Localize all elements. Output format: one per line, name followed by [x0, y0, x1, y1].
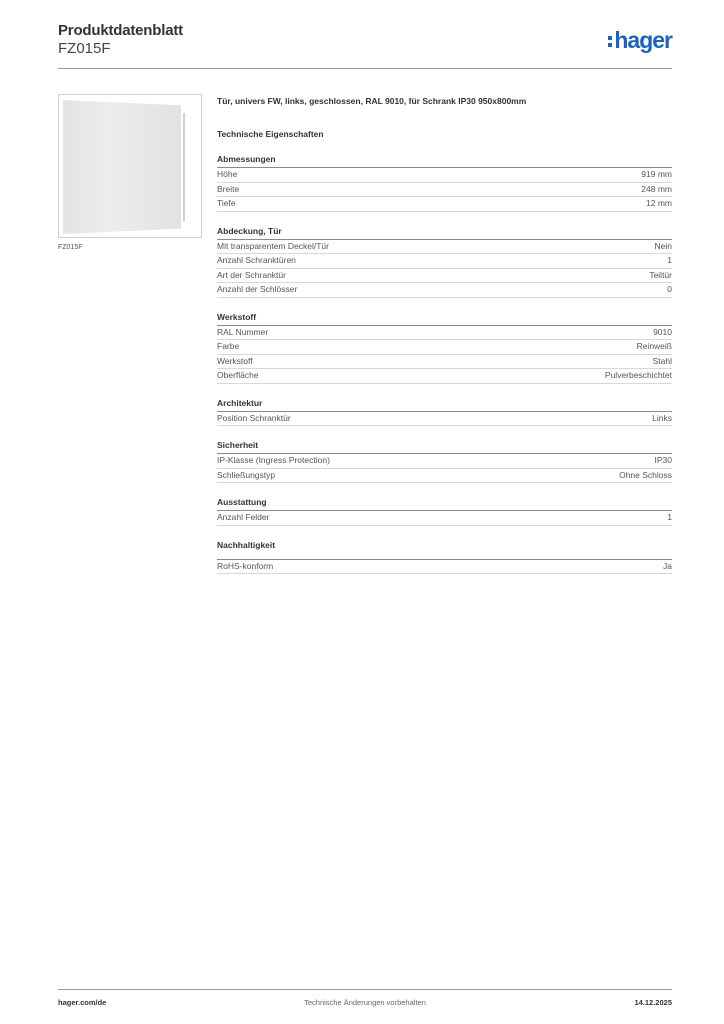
group-title: Abmessungen	[217, 154, 672, 168]
property-group	[217, 398, 672, 427]
group-title: Ausstattung	[217, 497, 672, 511]
product-image	[58, 94, 202, 238]
property-group	[217, 440, 672, 483]
footer-date: 14.12.2025	[634, 998, 672, 1007]
property-value: Pulverbeschichtet	[604, 370, 672, 380]
property-value: Teiltür	[649, 269, 672, 280]
property-label: Anzahl Schranktüren	[217, 255, 296, 265]
property-row	[217, 326, 672, 341]
document-title: Produktdatenblatt	[58, 22, 183, 39]
property-row	[217, 469, 672, 484]
property-label: Schließungstyp	[217, 469, 276, 480]
property-value: 0	[667, 284, 672, 294]
image-caption: FZ015F	[58, 244, 83, 251]
group-title: Nachhaltigkeit	[217, 540, 672, 560]
door-icon	[63, 100, 181, 234]
property-row	[217, 560, 672, 575]
property-row	[217, 355, 672, 370]
property-label: Mit transparentem Deckel/Tür	[217, 240, 329, 251]
property-label: IP-Klasse (Ingress Protection)	[217, 455, 330, 465]
property-label: Oberfläche	[217, 370, 259, 380]
group-title: Sicherheit	[217, 440, 672, 454]
property-label: Anzahl der Schlösser	[217, 284, 298, 294]
property-row	[217, 197, 672, 212]
property-row	[217, 454, 672, 469]
property-label: Höhe	[217, 169, 238, 179]
product-code: FZ015F	[58, 40, 111, 57]
property-label: Anzahl Felder	[217, 512, 270, 522]
logo-dots-icon	[608, 36, 612, 47]
property-label: Position Schranktür	[217, 412, 291, 423]
technical-properties-heading: Technische Eigenschaften	[217, 129, 324, 139]
property-group	[217, 540, 672, 575]
product-details	[217, 96, 672, 574]
property-row	[217, 369, 672, 384]
property-row	[217, 240, 672, 255]
group-title: Abdeckung, Tür	[217, 226, 672, 240]
property-label: RoHS-konform	[217, 560, 274, 571]
property-value: 1	[667, 512, 672, 522]
property-group	[217, 312, 672, 384]
property-value: Ohne Schloss	[619, 469, 672, 480]
logo-text: hager	[614, 27, 672, 53]
property-row	[217, 283, 672, 298]
property-row	[217, 511, 672, 526]
property-label: Breite	[217, 183, 240, 194]
property-row	[217, 269, 672, 284]
property-value: Stahl	[652, 355, 672, 366]
group-title: Architektur	[217, 398, 672, 412]
property-value: IP30	[654, 455, 672, 465]
property-row	[217, 254, 672, 269]
product-description: Tür, univers FW, links, geschlossen, RAL 9010, für Schrank IP30 950x800mm	[217, 96, 527, 106]
property-value: Ja	[663, 560, 672, 571]
property-value: Nein	[654, 240, 672, 251]
page-footer	[58, 998, 672, 1010]
door-edge	[183, 113, 185, 221]
property-value: 1	[667, 255, 672, 265]
property-group	[217, 154, 672, 212]
group-title: Werkstoff	[217, 312, 672, 326]
page-header	[58, 22, 672, 68]
property-label: RAL Nummer	[217, 326, 269, 337]
hager-logo	[608, 28, 672, 52]
property-row	[217, 168, 672, 183]
property-label: Werkstoff	[217, 355, 253, 366]
footer-notice: Technische Änderungen vorbehalten	[304, 998, 426, 1007]
property-row	[217, 412, 672, 427]
property-label: Farbe	[217, 341, 240, 351]
property-groups	[217, 154, 672, 574]
property-row	[217, 183, 672, 198]
property-group	[217, 497, 672, 526]
property-value: 12 mm	[646, 198, 672, 208]
property-value: Links	[652, 412, 672, 423]
property-value: 9010	[653, 326, 672, 337]
property-label: Art der Schranktür	[217, 269, 286, 280]
footer-website[interactable]: hager.com/de	[58, 998, 107, 1007]
property-value: 919 mm	[641, 169, 672, 179]
footer-divider	[58, 989, 672, 990]
property-group	[217, 226, 672, 298]
property-value: 248 mm	[641, 183, 672, 194]
header-divider	[58, 68, 672, 69]
property-value: Reinweiß	[636, 341, 672, 351]
property-row	[217, 340, 672, 355]
property-label: Tiefe	[217, 198, 236, 208]
